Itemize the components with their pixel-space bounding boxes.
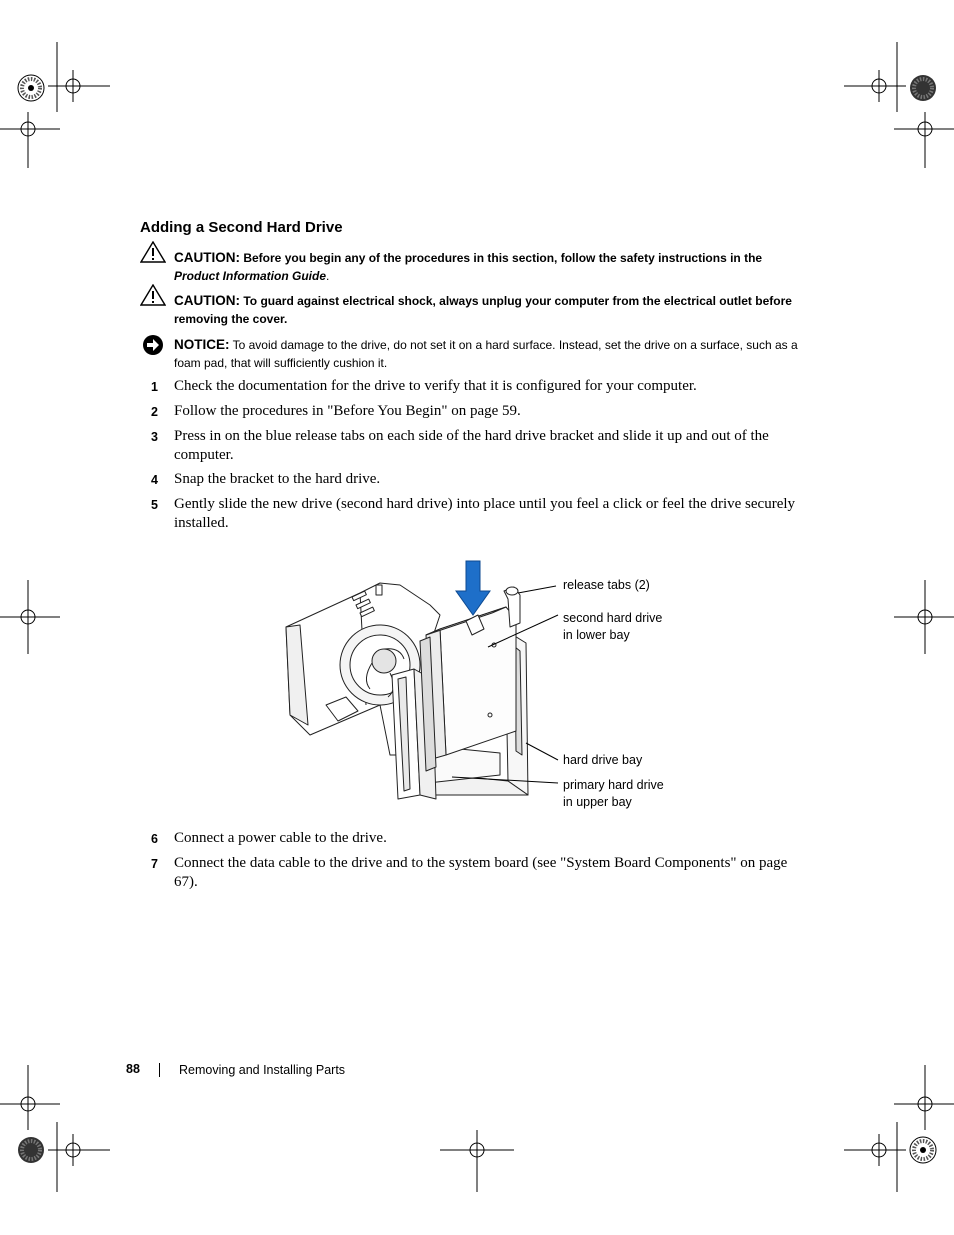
step-text: Check the documentation for the drive to verify that it is configured for your computer.	[174, 378, 697, 394]
step-text: Connect the data cable to the drive and to the system board (see "System Board Components" on page 67).	[174, 855, 788, 890]
product-information-guide: Product Information Guide	[174, 268, 326, 283]
hard-drive-figure	[280, 555, 570, 810]
step-number: 1	[151, 380, 158, 394]
step-text: Connect a power cable to the drive.	[174, 830, 387, 846]
caution-triangle-icon	[140, 284, 166, 306]
caution-triangle-icon	[140, 241, 166, 263]
step-text: Snap the bracket to the hard drive.	[174, 471, 381, 487]
step-text: Press in on the blue release tabs on each side of the hard drive bracket and slide it up and out of the computer.	[174, 428, 769, 463]
step-number: 4	[151, 473, 158, 487]
caution-label: CAUTION:	[174, 250, 240, 265]
footer-section-title: Removing and Installing Parts	[179, 1063, 346, 1077]
notice-text: To avoid damage to the drive, do not set it on a hard surface. Instead, set the drive on a surface, such as a foam pad, that will sufficiently cushion it.	[174, 338, 798, 370]
callout-primary-drive-line2: in upper bay	[563, 795, 632, 809]
caution-note-1: CAUTION: Before you begin any of the procedures in this section, follow the safety instructions in the Product Information Guide.	[174, 250, 763, 283]
notice-arrow-icon	[142, 334, 164, 356]
callout-second-drive-line1: second hard drive	[563, 611, 663, 625]
caution-text: Before you begin any of the procedures in this section, follow the safety instructions in the	[243, 251, 763, 265]
callout-primary-drive-line1: primary hard drive	[563, 778, 664, 792]
step-number: 5	[151, 498, 158, 512]
notice-label: NOTICE:	[174, 337, 230, 352]
step-text: Follow the procedures in "Before You Begin" on page 59.	[174, 403, 521, 419]
page-number: 88	[126, 1062, 140, 1076]
step-number: 7	[151, 857, 158, 871]
step-number: 2	[151, 405, 158, 419]
caution-note-2	[174, 292, 814, 328]
step-text: Gently slide the new drive (second hard drive) into place until you feel a click or feel the drive securely installed.	[174, 496, 796, 531]
caution-label: CAUTION:	[174, 293, 240, 308]
section-title: Adding a Second Hard Drive	[140, 219, 343, 236]
notice-note	[174, 336, 814, 372]
step-number: 3	[151, 430, 158, 444]
insert-arrow-icon	[456, 561, 490, 615]
footer-divider	[159, 1063, 160, 1077]
caution-text: To guard against electrical shock, always unplug your computer from the electrical outlet before removing the cover.	[174, 294, 792, 326]
callout-hard-drive-bay: hard drive bay	[563, 753, 643, 767]
callout-release-tabs: release tabs (2)	[563, 578, 650, 592]
step-number: 6	[151, 832, 158, 846]
callout-second-drive-line2: in lower bay	[563, 628, 630, 642]
